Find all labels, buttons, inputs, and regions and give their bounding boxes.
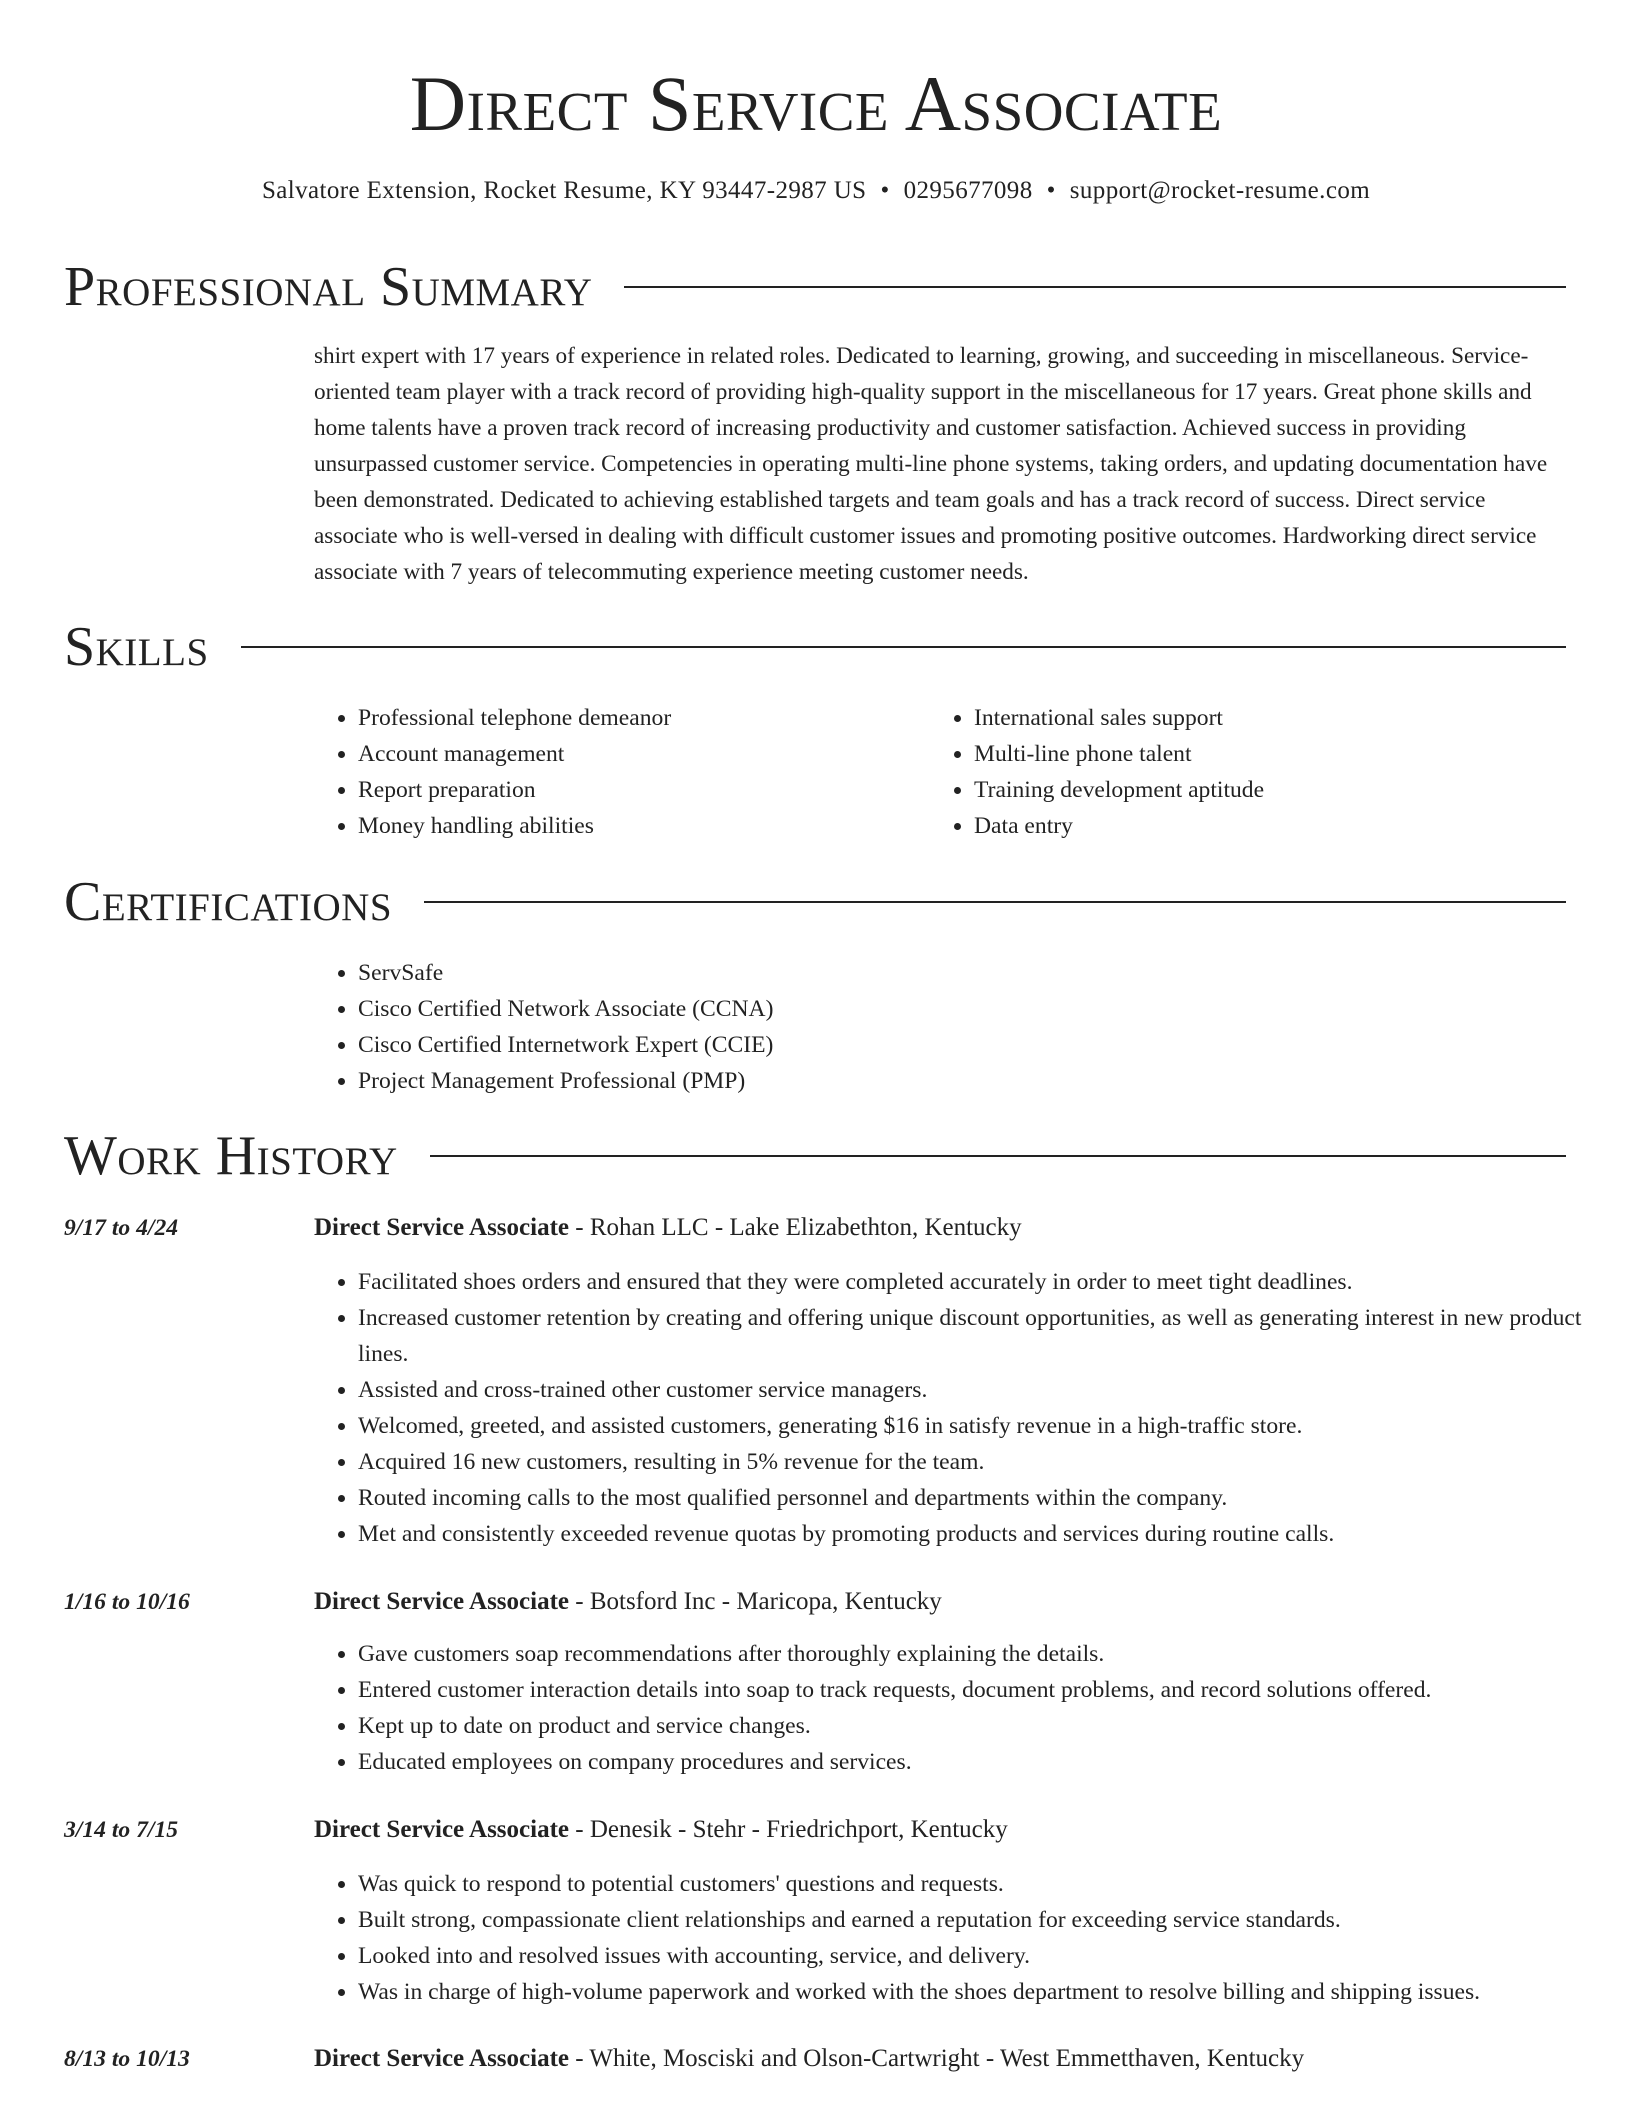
job-bullet: • Looked into and resolved issues with accounting, service, and delivery. xyxy=(358,1938,1610,1974)
job-bullet: • Built strong, compassionate client relationships and earned a reputation for exceeding service standards. xyxy=(358,1902,1610,1938)
contact-line xyxy=(0,174,1632,208)
skill-item: • Report preparation xyxy=(358,772,914,808)
job-bullet: • Gave customers soap recommendations after thoroughly explaining the details. xyxy=(358,1636,1610,1672)
job-title: Direct Service Associate xyxy=(314,1816,569,1843)
job-title: Direct Service Associate xyxy=(314,2045,569,2072)
section-header-certifications xyxy=(64,869,1566,935)
job-title-line xyxy=(314,2041,1304,2077)
section-divider xyxy=(430,1155,1566,1157)
skill-item: • Account management xyxy=(358,736,914,772)
job-bullet: • Was in charge of high-volume paperwork and worked with the shoes department to resolve billing and shipping issues. xyxy=(358,1974,1610,2010)
job-bullet: • Educated employees on company procedures and services. xyxy=(358,1744,1610,1780)
job-employer-location: - Denesik - Stehr - Friedrichport, Kentucky xyxy=(569,1816,1008,1843)
job-dates: 3/14 to 7/15 xyxy=(64,1817,179,1843)
job-bullet: • Welcomed, greeted, and assisted customers, generating $16 in satisfy revenue in a high-traffic store. xyxy=(358,1408,1610,1444)
contact-phone: 0295677098 xyxy=(903,177,1033,204)
section-header-skills xyxy=(64,614,1566,680)
job-bullets xyxy=(314,1866,1610,2010)
job-bullet: • Entered customer interaction details into soap to track requests, document problems, and record solutions offered. xyxy=(358,1672,1610,1708)
job-bullet: • Met and consistently exceeded revenue quotas by promoting products and services during routine calls. xyxy=(358,1516,1610,1552)
section-header-summary xyxy=(64,254,1566,320)
contact-separator: • xyxy=(1046,177,1056,204)
skill-item: • Data entry xyxy=(974,808,1530,844)
certification-item: • Project Management Professional (PMP) xyxy=(358,1063,1566,1099)
job-employer-location: - White, Mosciski and Olson-Cartwright - West Emmetthaven, Kentucky xyxy=(569,2045,1305,2072)
contact-separator: • xyxy=(880,177,890,204)
section-title-work-history: Work History xyxy=(64,1125,398,1187)
job-bullet: • Was quick to respond to potential customers' questions and requests. xyxy=(358,1866,1610,1902)
job-title-line xyxy=(314,1812,1008,1848)
job-bullet: • Kept up to date on product and service changes. xyxy=(358,1708,1610,1744)
skills-column-right xyxy=(930,700,1530,844)
job-employer-location: - Rohan LLC - Lake Elizabethton, Kentucky xyxy=(569,1214,1022,1241)
job-employer-location: - Botsford Inc - Maricopa, Kentucky xyxy=(569,1588,942,1615)
job-dates: 8/13 to 10/13 xyxy=(64,2046,190,2072)
section-title-skills: Skills xyxy=(64,616,209,678)
section-title-summary: Professional Summary xyxy=(64,256,593,318)
skill-item: • Money handling abilities xyxy=(358,808,914,844)
job-title-line xyxy=(314,1584,942,1620)
job-dates: 1/16 to 10/16 xyxy=(64,1589,190,1615)
skill-item: • Training development aptitude xyxy=(974,772,1530,808)
contact-address: Salvatore Extension, Rocket Resume, KY 93447-2987 US xyxy=(261,177,867,204)
job-bullets xyxy=(314,1264,1610,1552)
certification-item: • Cisco Certified Network Associate (CCNA) xyxy=(358,991,1566,1027)
section-divider xyxy=(624,286,1566,288)
skill-item: • International sales support xyxy=(974,700,1530,736)
skill-item: • Professional telephone demeanor xyxy=(358,700,914,736)
job-bullet: • Acquired 16 new customers, resulting in 5% revenue for the team. xyxy=(358,1444,1610,1480)
section-title-certifications: Certifications xyxy=(64,871,393,933)
job-title: Direct Service Associate xyxy=(314,1214,569,1241)
section-divider xyxy=(241,646,1566,648)
job-title: Direct Service Associate xyxy=(314,1588,569,1615)
certifications-list xyxy=(314,955,1566,1099)
skill-item: • Multi-line phone talent xyxy=(974,736,1530,772)
job-title-line xyxy=(314,1210,1022,1246)
section-header-work-history xyxy=(64,1123,1566,1189)
certification-item: • Cisco Certified Internetwork Expert (CCIE) xyxy=(358,1027,1566,1063)
summary-text: shirt expert with 17 years of experience in related roles. Dedicated to learning, growing, and succeeding in miscellaneous. Service-oriented team player with a track record of providing high-quality support in the miscellaneous for 17 years. Great phone skills and home talents have a proven track record of increasing productivity and customer satisfaction. Achieved success in providing unsurpassed customer service. Competencies in operating multi-line phone systems, taking orders, and updating documentation have been demonstrated. Dedicated to achieving established targets and team goals and has a track record of success. Direct service associate who is well-versed in dealing with difficult customer issues and promoting positive outcomes. Hardworking direct service associate with 7 years of telecommuting experience meeting customer needs. xyxy=(314,343,1548,585)
job-bullet: • Assisted and cross-trained other customer service managers. xyxy=(358,1372,1610,1408)
job-dates: 9/17 to 4/24 xyxy=(64,1215,179,1241)
skills-column-left xyxy=(314,700,914,844)
contact-email[interactable]: support@rocket-resume.com xyxy=(1069,177,1371,204)
certification-item: • ServSafe xyxy=(358,955,1566,991)
candidate-name: Direct Service Associate xyxy=(409,60,1223,147)
job-bullet: • Facilitated shoes orders and ensured that they were completed accurately in order to meet tight deadlines. xyxy=(358,1264,1610,1300)
section-divider xyxy=(424,901,1566,903)
job-bullets xyxy=(314,1636,1610,1780)
job-bullet: • Increased customer retention by creating and offering unique discount opportunities, as well as generating interest in new product lines. xyxy=(358,1300,1610,1372)
job-bullet: • Routed incoming calls to the most qualified personnel and departments within the company. xyxy=(358,1480,1610,1516)
